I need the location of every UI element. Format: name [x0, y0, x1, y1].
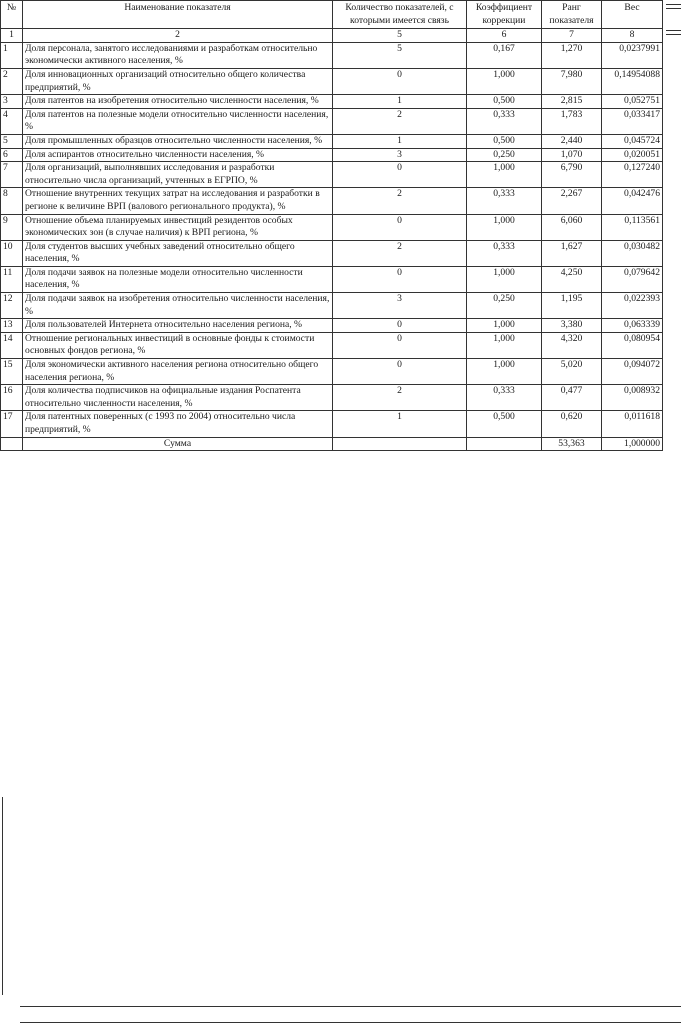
row-name: Доля пользователей Интернета относительно населения региона, %	[23, 319, 333, 333]
row-count: 0	[333, 162, 467, 188]
header-no: №	[1, 1, 23, 29]
row-name: Доля студентов высших учебных заведений относительно общего населения, %	[23, 240, 333, 266]
header-coef: Коэффициент коррекции	[467, 1, 542, 29]
row-number: 12	[1, 293, 23, 319]
row-weight: 0,042476	[602, 188, 663, 214]
row-count: 0	[333, 319, 467, 333]
table-row	[1, 411, 663, 437]
row-name: Доля инновационных организаций относительно общего количества предприятий, %	[23, 68, 333, 94]
sum-empty-cell	[333, 437, 467, 451]
row-coef: 0,333	[467, 108, 542, 134]
row-name: Отношение внутренних текущих затрат на исследования и разработки в регионе к величине ВРП (валового регионального продукта), %	[23, 188, 333, 214]
row-count: 5	[333, 42, 467, 68]
row-count: 1	[333, 95, 467, 109]
row-rank: 6,060	[542, 214, 602, 240]
table-row	[1, 108, 663, 134]
row-number: 5	[1, 134, 23, 148]
table-row	[1, 332, 663, 358]
row-coef: 0,500	[467, 411, 542, 437]
right-margin-rule-mid	[666, 30, 681, 31]
row-count: 1	[333, 411, 467, 437]
row-coef: 1,000	[467, 214, 542, 240]
row-count: 0	[333, 68, 467, 94]
row-rank: 7,980	[542, 68, 602, 94]
table-header-row	[1, 1, 663, 29]
table-row	[1, 162, 663, 188]
row-weight: 0,008932	[602, 385, 663, 411]
sum-label: Сумма	[23, 437, 333, 451]
row-count: 3	[333, 293, 467, 319]
row-weight: 0,052751	[602, 95, 663, 109]
row-coef: 1,000	[467, 332, 542, 358]
row-rank: 0,620	[542, 411, 602, 437]
row-number: 1	[1, 42, 23, 68]
row-weight: 0,063339	[602, 319, 663, 333]
row-name: Доля подачи заявок на изобретения относительно численности населения, %	[23, 293, 333, 319]
row-coef: 0,333	[467, 188, 542, 214]
right-margin-rule-mid-2	[666, 34, 681, 35]
row-name: Доля патентных поверенных (с 1993 по 2004) относительно числа предприятий, %	[23, 411, 333, 437]
row-rank: 1,783	[542, 108, 602, 134]
row-weight: 0,022393	[602, 293, 663, 319]
row-name: Доля подачи заявок на полезные модели относительно численности населения, %	[23, 266, 333, 292]
row-rank: 1,070	[542, 148, 602, 162]
right-margin-rule-top	[666, 4, 681, 5]
row-weight: 0,080954	[602, 332, 663, 358]
column-number: 5	[333, 29, 467, 43]
row-name: Доля промышленных образцов относительно численности населения, %	[23, 134, 333, 148]
table-row	[1, 359, 663, 385]
row-coef: 1,000	[467, 68, 542, 94]
table-row	[1, 188, 663, 214]
row-number: 11	[1, 266, 23, 292]
column-number: 8	[602, 29, 663, 43]
row-number: 9	[1, 214, 23, 240]
row-number: 7	[1, 162, 23, 188]
row-name: Отношение региональных инвестиций в основные фонды к стоимости основных фондов региона, %	[23, 332, 333, 358]
row-weight: 0,113561	[602, 214, 663, 240]
row-name: Доля патентов на изобретения относительно численности населения, %	[23, 95, 333, 109]
row-weight: 0,030482	[602, 240, 663, 266]
row-weight: 0,011618	[602, 411, 663, 437]
row-count: 2	[333, 188, 467, 214]
row-rank: 1,627	[542, 240, 602, 266]
row-count: 0	[333, 266, 467, 292]
sum-rank: 53,363	[542, 437, 602, 451]
row-rank: 3,380	[542, 319, 602, 333]
sum-row	[1, 437, 663, 451]
row-number: 3	[1, 95, 23, 109]
row-weight: 0,127240	[602, 162, 663, 188]
right-margin-rule-top-2	[666, 8, 681, 9]
row-number: 6	[1, 148, 23, 162]
row-rank: 5,020	[542, 359, 602, 385]
row-coef: 1,000	[467, 162, 542, 188]
table-row	[1, 319, 663, 333]
header-weight: Вес	[602, 1, 663, 29]
row-count: 0	[333, 359, 467, 385]
row-name: Доля количества подписчиков на официальные издания Роспатента относительно численности населения, %	[23, 385, 333, 411]
footer-rule-1	[20, 1006, 681, 1007]
sum-weight: 1,000000	[602, 437, 663, 451]
row-number: 15	[1, 359, 23, 385]
row-coef: 0,167	[467, 42, 542, 68]
row-name: Доля организаций, выполнявших исследования и разработки относительно числа организаций, учтенных в ЕГРПО, %	[23, 162, 333, 188]
table-row	[1, 134, 663, 148]
row-coef: 0,500	[467, 134, 542, 148]
table-row	[1, 293, 663, 319]
row-name: Доля персонала, занятого исследованиями и разработкам относительно экономически активного населения, %	[23, 42, 333, 68]
table-row	[1, 148, 663, 162]
row-count: 2	[333, 108, 467, 134]
row-coef: 0,333	[467, 240, 542, 266]
row-name: Доля экономически активного населения региона относительно общего населения региона, %	[23, 359, 333, 385]
table-row	[1, 68, 663, 94]
row-coef: 0,500	[467, 95, 542, 109]
row-number: 8	[1, 188, 23, 214]
table-row	[1, 95, 663, 109]
row-rank: 0,477	[542, 385, 602, 411]
header-rank: Ранг показателя	[542, 1, 602, 29]
row-rank: 1,270	[542, 42, 602, 68]
row-weight: 0,045724	[602, 134, 663, 148]
table-row	[1, 266, 663, 292]
row-weight: 0,094072	[602, 359, 663, 385]
table-row	[1, 240, 663, 266]
row-rank: 2,267	[542, 188, 602, 214]
row-coef: 1,000	[467, 359, 542, 385]
table-row	[1, 42, 663, 68]
row-rank: 4,320	[542, 332, 602, 358]
indicators-table	[0, 0, 663, 451]
left-margin-rule	[2, 797, 3, 995]
row-name: Доля патентов на полезные модели относительно численности населения, %	[23, 108, 333, 134]
column-numbers-row	[1, 29, 663, 43]
row-weight: 0,033417	[602, 108, 663, 134]
row-number: 2	[1, 68, 23, 94]
row-name: Отношение объема планируемых инвестиций резидентов особых экономических зон (в случае наличия) к ВРП региона, %	[23, 214, 333, 240]
sum-empty-cell	[1, 437, 23, 451]
row-coef: 0,333	[467, 385, 542, 411]
row-weight: 0,020051	[602, 148, 663, 162]
row-count: 2	[333, 240, 467, 266]
row-coef: 0,250	[467, 293, 542, 319]
header-name: Наименование показателя	[23, 1, 333, 29]
row-rank: 2,440	[542, 134, 602, 148]
row-weight: 0,0237991	[602, 42, 663, 68]
row-rank: 4,250	[542, 266, 602, 292]
row-count: 0	[333, 214, 467, 240]
row-count: 3	[333, 148, 467, 162]
table-row	[1, 385, 663, 411]
row-count: 1	[333, 134, 467, 148]
row-coef: 1,000	[467, 266, 542, 292]
row-number: 13	[1, 319, 23, 333]
row-weight: 0,079642	[602, 266, 663, 292]
row-rank: 2,815	[542, 95, 602, 109]
row-number: 17	[1, 411, 23, 437]
column-number: 7	[542, 29, 602, 43]
row-count: 0	[333, 332, 467, 358]
row-weight: 0,14954088	[602, 68, 663, 94]
table-row	[1, 214, 663, 240]
row-number: 10	[1, 240, 23, 266]
footer-rule-2	[20, 1022, 681, 1023]
row-rank: 1,195	[542, 293, 602, 319]
row-rank: 6,790	[542, 162, 602, 188]
row-number: 4	[1, 108, 23, 134]
header-count: Количество показателей, с которыми имеется связь	[333, 1, 467, 29]
column-number: 6	[467, 29, 542, 43]
row-number: 16	[1, 385, 23, 411]
row-count: 2	[333, 385, 467, 411]
column-number: 1	[1, 29, 23, 43]
row-coef: 0,250	[467, 148, 542, 162]
row-name: Доля аспирантов относительно численности населения, %	[23, 148, 333, 162]
row-number: 14	[1, 332, 23, 358]
column-number: 2	[23, 29, 333, 43]
row-coef: 1,000	[467, 319, 542, 333]
sum-empty-cell	[467, 437, 542, 451]
